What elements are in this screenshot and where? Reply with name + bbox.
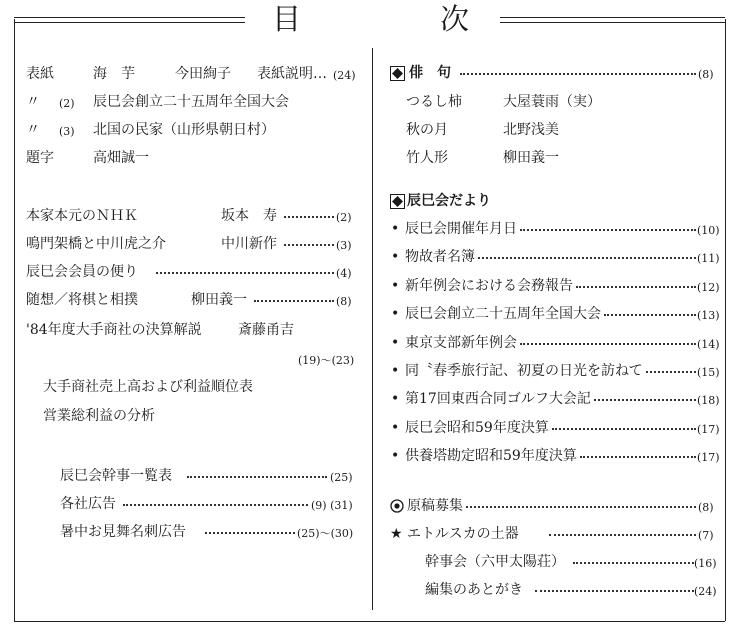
feature-pages: (19)～(23): [298, 354, 355, 367]
news-item-title: 辰巳会創立二十五周年全国大会: [405, 306, 601, 322]
leader-dots: [478, 257, 696, 259]
bullet-icon: •: [391, 335, 400, 351]
extra-page: (8): [698, 501, 714, 514]
article-author: 中川新作: [221, 236, 277, 252]
leader-dots: [460, 73, 696, 75]
article-title: 辰巳会会員の便り: [26, 264, 138, 280]
news-item-page: (12): [697, 281, 720, 294]
news-item-page: (14): [697, 338, 720, 351]
feature-title: '84年度大手商社の決算解説: [26, 322, 202, 338]
leader-dots: [604, 314, 696, 316]
cover-artist: 今田絢子: [175, 66, 231, 82]
haiku-author: 大屋蓑雨（実）: [503, 94, 601, 110]
bullet-icon: •: [391, 363, 400, 379]
article-title: 本家本元のＮＨＫ: [26, 208, 138, 224]
article-page: (2): [336, 211, 352, 224]
haiku-page: (8): [698, 68, 714, 81]
haiku-author: 柳田義一: [503, 150, 559, 166]
misc-title: 辰巳会幹事一覧表: [60, 468, 172, 484]
cover-item-3-text: 北国の民家（山形県朝日村）: [93, 122, 275, 138]
news-item-page: (17): [697, 451, 720, 464]
leader-dots: [646, 371, 696, 373]
misc-page: (25): [330, 471, 353, 484]
column-divider: [372, 48, 373, 610]
diamond-box-icon: [390, 66, 405, 81]
article-title: 鳴門架橋と中川虎之介: [26, 236, 166, 252]
extra-title: 原稿募集: [407, 498, 463, 514]
cover-label: 表紙: [26, 66, 54, 82]
calligraphy-label: 題字: [26, 150, 54, 166]
title-char-2: 次: [440, 2, 470, 36]
leader-dots: [187, 476, 327, 478]
news-item-title: 辰巳会昭和59年度決算: [405, 420, 549, 436]
news-item-title: 物故者名簿: [405, 249, 475, 265]
news-item-title: 新年例会における会務報告: [405, 278, 573, 294]
ditto-mark-2: 〃: [26, 94, 40, 110]
ditto-mark-3: 〃: [26, 122, 40, 138]
extra-title: 幹事会（六甲太陽荘）: [425, 554, 565, 570]
cover-page: (24): [333, 69, 356, 82]
feature-subtopic-2: 営業総利益の分析: [43, 408, 155, 424]
leader-dots: [466, 506, 696, 508]
cover-item-2-num: (2): [59, 97, 75, 110]
leader-dots: [254, 300, 334, 302]
news-item-title: 同〝春季旅行記、初夏の日光を訪ねて: [405, 363, 643, 379]
bullet-icon: •: [391, 391, 400, 407]
extra-title: 編集のあとがき: [425, 582, 523, 598]
haiku-title: つるし柿: [406, 94, 462, 110]
extra-page: (24): [694, 585, 717, 598]
news-item-title: 辰巳会開催年月日: [405, 221, 517, 237]
title-rule-left: [14, 17, 245, 23]
extra-page: (16): [694, 557, 717, 570]
article-author: 柳田義一: [191, 292, 247, 308]
leader-dots: [576, 286, 696, 288]
cover-item-2-text: 辰巳会創立二十五周年全国大会: [93, 94, 289, 110]
bullet-icon: •: [391, 448, 400, 464]
news-item-page: (10): [697, 224, 720, 237]
news-item-title: 東京支部新年例会: [405, 335, 517, 351]
leader-dots: [552, 428, 696, 430]
frame-bottom: [14, 621, 725, 622]
bullet-icon: •: [391, 420, 400, 436]
bullseye-icon: [390, 499, 404, 513]
calligraphy-name: 高畑誠一: [93, 150, 149, 166]
news-item-title: 第17回東西合同ゴルフ大会記: [405, 391, 591, 407]
article-page: (8): [336, 295, 352, 308]
leader-dots: [205, 532, 295, 534]
title-rule-right: [500, 17, 725, 23]
leader-dots: [123, 504, 308, 506]
bullet-icon: •: [391, 306, 400, 322]
news-item-page: (17): [697, 423, 720, 436]
frame-right: [725, 19, 726, 621]
cover-item-3-num: (3): [59, 125, 75, 138]
haiku-header: 俳 句: [409, 65, 451, 81]
news-header: 辰巳会だより: [407, 193, 491, 209]
news-item-page: (11): [697, 252, 720, 265]
feature-author: 斎藤甬吉: [238, 322, 294, 338]
leader-dots: [580, 456, 696, 458]
haiku-author: 北野浅美: [503, 122, 559, 138]
frame-left: [14, 19, 15, 621]
title-char-1: 目: [272, 2, 302, 36]
diamond-box-icon: [390, 194, 405, 209]
extra-page: (7): [698, 529, 714, 542]
bullet-icon: •: [391, 249, 400, 265]
misc-title: 暑中お見舞名刺広告: [60, 524, 186, 540]
leader-dots: [594, 399, 696, 401]
news-item-page: (13): [697, 309, 720, 322]
leader-dots: [573, 562, 694, 564]
leader-dots: [156, 272, 334, 274]
haiku-title: 秋の月: [406, 122, 448, 138]
cover-note: 表紙説明…: [257, 66, 327, 82]
extra-title: エトルスカの土器: [407, 526, 519, 542]
leader-dots: [549, 534, 696, 536]
leader-dots: [284, 216, 334, 218]
article-page: (3): [336, 239, 352, 252]
bullet-icon: •: [391, 221, 400, 237]
misc-page: (25)～(30): [297, 527, 354, 540]
misc-title: 各社広告: [60, 496, 116, 512]
news-item-page: (15): [697, 366, 720, 379]
leader-dots: [520, 343, 696, 345]
black-star-icon: ★: [390, 526, 403, 542]
bullet-icon: •: [391, 278, 400, 294]
leader-dots: [535, 590, 694, 592]
article-page: (4): [336, 267, 352, 280]
news-item-page: (18): [697, 394, 720, 407]
cover-subject: 海 芋: [93, 66, 135, 82]
haiku-title: 竹人形: [406, 150, 448, 166]
leader-dots: [284, 244, 334, 246]
leader-dots: [520, 229, 696, 231]
news-item-title: 供養塔勘定昭和59年度決算: [405, 448, 577, 464]
article-author: 坂本 寿: [221, 208, 277, 224]
article-title: 随想／将棋と相撲: [26, 292, 138, 308]
feature-subtopic-1: 大手商社売上高および利益順位表: [43, 379, 253, 395]
misc-page: (9) (31): [311, 499, 353, 512]
